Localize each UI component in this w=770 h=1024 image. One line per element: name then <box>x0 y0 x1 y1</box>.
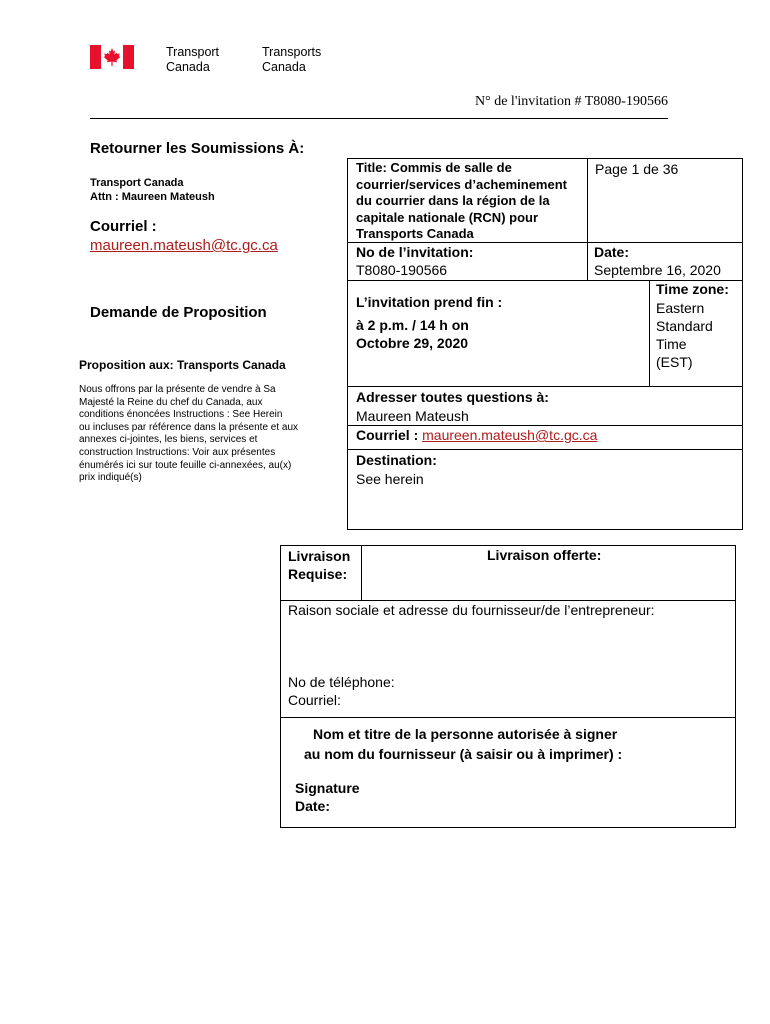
date-value: Septembre 16, 2020 <box>594 262 721 278</box>
department-name-english <box>166 45 219 75</box>
offer-line: construction Instructions: Voir aux présentes <box>79 446 276 458</box>
questions-contact-name: Maureen Mateush <box>356 408 469 424</box>
signatory-line2: au nom du fournisseur (à saisir ou à imprimer) : <box>304 746 623 762</box>
questions-email-link[interactable]: maureen.mateush@tc.gc.ca <box>422 427 598 443</box>
offer-line: énumérés ici sur toute feuille ci-annexées, au(x) <box>79 459 292 471</box>
timezone-value <box>656 299 713 371</box>
questions-email <box>356 427 597 443</box>
closing-date: Octobre 29, 2020 <box>356 335 469 351</box>
offer-paragraph <box>79 384 341 485</box>
supplier-divider-v <box>361 545 362 600</box>
info-divider-v2 <box>649 280 650 386</box>
delivery-required-line1: Livraison <box>288 548 351 564</box>
tz-line: (EST) <box>656 354 693 370</box>
destination-label: Destination: <box>356 452 437 468</box>
dept-en-line1: Transport <box>166 45 220 59</box>
dept-fr-line1: Transports <box>262 45 322 59</box>
timezone-label: Time zone: <box>656 281 729 297</box>
info-divider-h3 <box>347 386 743 387</box>
proposal-heading: Demande de Proposition <box>90 304 267 321</box>
closing-time: à 2 p.m. / 14 h on <box>356 317 469 333</box>
tz-line: Standard <box>656 318 713 334</box>
title-line: Transports Canada <box>356 226 474 242</box>
dept-fr-line2: Canada <box>262 60 306 74</box>
destination-value: See herein <box>356 471 424 487</box>
title-line: courrier/services d’acheminement <box>356 176 567 192</box>
offer-line: Majesté la Reine du chef du Canada, aux <box>79 396 263 408</box>
dept-en-line2: Canada <box>166 60 210 74</box>
title-line: capitale nationale (RCN) pour <box>356 209 539 225</box>
offer-line: ou incluses par référence dans la présente et aux <box>79 421 299 433</box>
signature-label: Signature <box>295 780 360 796</box>
return-org: Transport Canada <box>90 177 184 189</box>
vendor-email-label: Courriel: <box>288 692 341 708</box>
delivery-offered-label: Livraison offerte: <box>487 547 602 563</box>
date-label: Date: <box>594 244 630 260</box>
department-name-french <box>262 45 321 75</box>
header-divider <box>90 118 668 119</box>
tz-line: Eastern <box>656 300 705 316</box>
invitation-number: N° de l'invitation # T8080-190566 <box>475 94 668 109</box>
signature-date-label: Date: <box>295 798 331 814</box>
closing-label: L’invitation prend fin : <box>356 294 503 310</box>
invitation-label: No de l’invitation: <box>356 244 474 260</box>
vendor-name-label: Raison sociale et adresse du fournisseur/de l’entrepreneur: <box>288 602 655 618</box>
info-divider-h4 <box>347 425 743 426</box>
tz-line: Time <box>656 336 687 352</box>
vendor-phone-label: No de téléphone: <box>288 674 395 690</box>
title-line: Title: Commis de salle de <box>356 160 512 175</box>
offer-line: Nous offrons par la présente de vendre à Sa <box>79 384 276 395</box>
delivery-required-label <box>288 547 350 583</box>
invitation-value: T8080-190566 <box>356 262 448 278</box>
offer-line: annexes ci-jointes, les biens, services et <box>79 434 258 446</box>
info-divider-v1 <box>587 158 588 280</box>
supplier-divider-h2 <box>280 717 736 718</box>
signatory-line1: Nom et titre de la personne autorisée à signer <box>313 726 618 742</box>
return-email-label: Courriel : <box>90 218 157 235</box>
return-heading: Retourner les Soumissions À: <box>90 140 305 157</box>
return-email-link[interactable]: maureen.mateush@tc.gc.ca <box>90 237 278 254</box>
delivery-required-line2: Requise: <box>288 566 348 582</box>
offer-line: prix indiqué(s) <box>79 472 142 484</box>
title-line: du courrier dans la région de la <box>356 193 550 209</box>
return-attn: Attn : Maureen Mateush <box>90 191 215 203</box>
questions-email-label: Courriel : <box>356 427 419 443</box>
offer-line: conditions énoncées Instructions : See Herein <box>79 409 283 421</box>
questions-label: Adresser toutes questions à: <box>356 389 549 405</box>
proposal-to: Proposition aux: Transports Canada <box>79 358 286 372</box>
supplier-divider-h1 <box>280 600 736 601</box>
info-divider-h5 <box>347 449 743 450</box>
solicitation-title <box>356 160 567 243</box>
canada-flag-logo <box>90 45 134 69</box>
page-count: Page 1 de 36 <box>595 161 679 177</box>
